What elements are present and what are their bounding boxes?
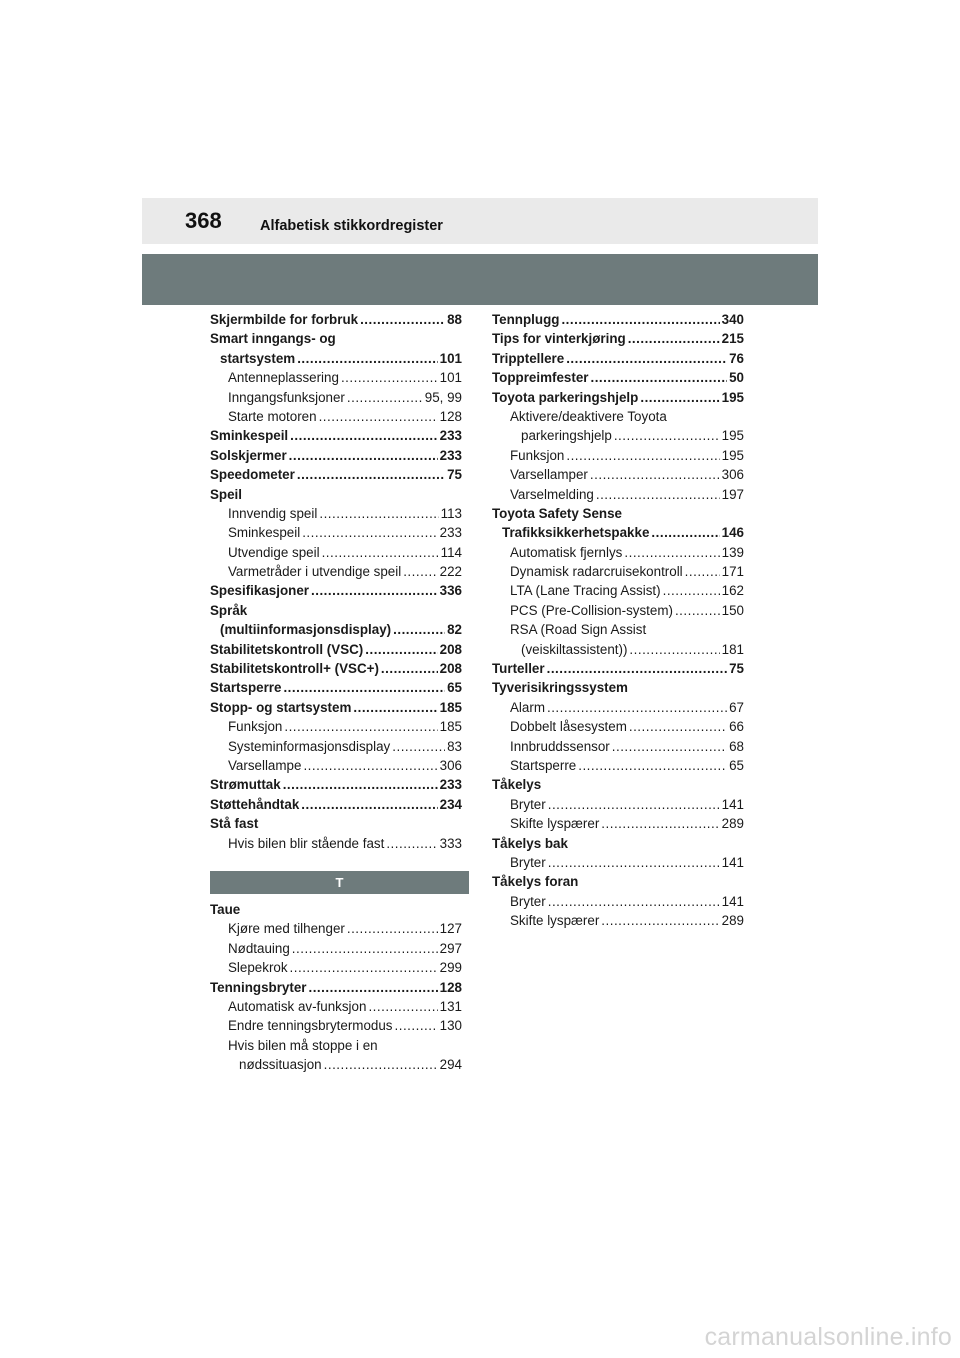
index-entry-page: 113 [440,505,462,521]
index-entry-page: 68 [729,738,744,754]
dot-leader [292,939,438,958]
index-entry [492,543,744,562]
index-entry [210,997,462,1016]
index-entry [492,698,744,717]
index-entry-page: 195 [721,428,744,444]
index-entry-page: 171 [721,564,744,580]
index-entry [210,659,462,678]
index-entry [210,939,462,958]
index-entry [492,834,744,853]
index-entry-label: Spesifikasjoner [210,583,309,599]
index-entry-label: RSA (Road Sign Assist [510,622,647,638]
index-entry-page: 141 [721,796,744,812]
dot-leader [675,601,720,620]
dot-leader [290,958,438,977]
dot-leader [548,795,720,814]
index-entry-page: 233 [439,777,462,793]
index-entry-page: 195 [721,389,744,405]
index-entry [210,349,462,368]
index-entry-label: Varsellampe [228,757,302,773]
dot-leader [640,388,719,407]
index-entry-label: Endre tenningsbrytermodus [228,1018,393,1034]
index-entry-page: 306 [721,467,744,483]
dot-leader [561,310,719,329]
dot-leader [302,523,437,542]
index-entry [210,919,462,938]
index-entry [210,717,462,736]
dot-leader [319,504,438,523]
index-entry-label: Tenningsbryter [210,979,307,995]
dot-leader [685,562,720,581]
dot-leader [289,446,438,465]
index-entry-page: 299 [439,960,462,976]
index-entry [210,756,462,775]
index-entry-page: 333 [439,835,462,851]
dot-leader [663,581,720,600]
index-entry [210,698,462,717]
index-entry [210,678,462,697]
index-entry [492,872,744,891]
index-entry-label: Speil [210,486,242,502]
index-entry-page: 195 [721,447,744,463]
index-entry-label: Varsellamper [510,467,588,483]
index-entry [210,407,462,426]
index-entry-page: 83 [447,738,462,754]
index-entry [210,620,462,639]
index-entry-label: Startsperre [510,757,577,773]
index-entry-label: Bryter [510,893,546,909]
index-entry [492,407,744,426]
index-entry-label: Varmetråder i utvendige speil [228,564,402,580]
index-entry [210,978,462,997]
index-entry-label: Funksjon [228,719,283,735]
index-entry-label: Hvis bilen må stoppe i en [228,1037,378,1053]
index-entry [492,523,744,542]
index-entry-page: 162 [721,583,744,599]
index-entry-page: 233 [439,447,462,463]
index-entry [492,775,744,794]
dot-leader [368,997,437,1016]
index-entry [210,465,462,484]
index-entry-label: Tripptellere [492,350,565,366]
dot-leader [322,543,439,562]
index-entry [492,504,744,523]
index-entry-label: Systeminformasjonsdisplay [228,738,391,754]
index-entry-label: Tyverisikringssystem [492,680,628,696]
dot-leader [590,368,727,387]
dot-leader [353,698,437,717]
index-entry [492,601,744,620]
index-entry-page: 75 [447,467,462,483]
dot-leader [360,310,445,329]
index-entry-page: 185 [439,719,462,735]
dot-leader [590,465,720,484]
index-column-right [492,310,744,931]
index-entry-label: Stabilitetskontroll (VSC) [210,641,364,657]
dot-leader [303,756,437,775]
index-entry-page: 234 [439,796,462,812]
index-entry [492,853,744,872]
letter-divider-t: T [210,871,469,894]
index-entry [492,640,744,659]
index-entry-label: Solskjermer [210,447,287,463]
index-entry-label: Automatisk av-funksjon [228,998,367,1014]
index-entry [210,834,462,853]
index-entry-label: Utvendige speil [228,544,320,560]
index-entry-label: Stabilitetskontroll+ (VSC+) [210,661,379,677]
index-entry-label: Stå fast [210,816,259,832]
index-entry-label: Funksjon [510,447,565,463]
index-entry-label: Starte motoren [228,408,317,424]
index-entry [210,329,462,348]
index-entry-label: Inngangsfunksjoner [228,389,345,405]
index-entry [210,1036,462,1055]
index-entry-label: PCS (Pre-Collision-system) [510,602,673,618]
index-entry-page: 65 [729,757,744,773]
dot-leader [614,426,720,445]
index-entry-page: 336 [439,583,462,599]
index-entry-page: 95, 99 [424,389,462,405]
index-entry-page: 88 [447,312,462,327]
dot-leader [381,659,438,678]
index-entry [210,814,462,833]
index-entry-page: 208 [439,641,462,657]
dot-leader [547,698,727,717]
index-entry [210,1016,462,1035]
index-entry-label: Toyota Safety Sense [492,505,622,521]
header-bar [142,198,818,244]
watermark: carmanualsonline.info [704,1323,952,1351]
page-number: 368 [185,208,222,233]
dot-leader [578,756,727,775]
index-entry [492,717,744,736]
index-entry [210,543,462,562]
index-entry [210,426,462,445]
index-entry-label: Toyota parkeringshjelp [492,389,639,405]
index-entry-page: 215 [721,331,744,347]
index-entry-label: Bryter [510,796,546,812]
index-entry-label: Støttehåndtak [210,796,300,812]
index-entry-page: 66 [729,719,744,735]
index-entry-label: Dynamisk radarcruisekontroll [510,564,683,580]
index-entry [210,388,462,407]
index-entry [492,659,744,678]
index-entry [492,678,744,697]
index-entry [492,368,744,387]
index-entry-page: 222 [439,564,462,580]
index-entry-page: 185 [439,699,462,715]
index-entry [210,562,462,581]
index-entry [492,465,744,484]
index-entry-label: Toppreimfester [492,370,589,386]
index-entry-label: Sminkespeil [228,525,301,541]
dot-leader [548,892,720,911]
section-title: Alfabetisk stikkordregister [260,218,443,234]
index-entry-label: Tåkelys bak [492,835,568,851]
index-entry-page: 128 [439,979,462,995]
index-entry-page: 208 [439,661,462,677]
index-entry-label: Slepekrok [228,960,288,976]
dot-leader [365,640,437,659]
index-entry-label: nødssituasjon [239,1057,322,1073]
dot-leader [297,465,445,484]
index-entry-page: 101 [439,350,462,366]
index-entry-label: Turteller [492,661,545,677]
index-entry [210,1055,462,1074]
index-entry [492,485,744,504]
index-entry-page: 146 [721,525,744,541]
dot-leader [290,426,438,445]
index-entry-page: 65 [447,680,462,696]
dot-leader [601,911,719,930]
index-entry-page: 233 [439,525,462,541]
dot-leader [347,388,423,407]
index-entry [492,581,744,600]
dot-leader [283,775,438,794]
dot-leader [301,795,437,814]
index-entry-label: Trafikksikkerhetspakke [502,525,650,541]
index-entry [210,900,462,919]
dot-leader [347,919,438,938]
index-entry-page: 141 [721,893,744,909]
dot-leader [284,717,437,736]
index-entry-page: 75 [729,661,744,677]
index-entry-page: 289 [721,816,744,832]
index-entry-label: Speedometer [210,467,295,483]
index-entry [492,756,744,775]
index-entry [210,775,462,794]
index-entry-page: 306 [439,757,462,773]
index-entry-label: Dobbelt låsesystem [510,719,627,735]
index-entry [492,620,744,639]
index-entry-page: 289 [721,913,744,929]
index-column-left [210,310,462,853]
index-entry-label: Alarm [510,699,545,715]
index-entry-label: Strømuttak [210,777,281,793]
index-entry [492,892,744,911]
index-entry-label: (multiinformasjonsdisplay) [220,622,392,638]
index-entry-page: 297 [439,940,462,956]
index-entry-page: 197 [721,486,744,502]
index-entry-label: Hvis bilen blir stående fast [228,835,385,851]
index-entry-page: 82 [447,622,462,638]
dot-leader [392,737,445,756]
index-entry [492,426,744,445]
index-entry-label: (veiskiltassistent)) [521,641,628,657]
dot-leader [651,523,719,542]
dot-leader [311,581,438,600]
index-entry [492,310,744,329]
index-entry-page: 101 [439,370,462,386]
index-entry-label: Automatisk fjernlys [510,544,623,560]
dot-leader [596,485,720,504]
index-entry-label: Tåkelys foran [492,874,579,890]
index-entry-page: 294 [439,1057,462,1073]
index-entry-label: Startsperre [210,680,282,696]
index-entry-label: Varselmelding [510,486,594,502]
dot-leader [629,717,727,736]
index-entry-label: Taue [210,902,241,917]
index-entry-page: 128 [439,408,462,424]
dot-leader [386,834,437,853]
dot-leader [297,349,437,368]
dot-leader [601,814,719,833]
index-entry [210,795,462,814]
index-entry [210,737,462,756]
index-entry-label: LTA (Lane Tracing Assist) [510,583,661,599]
index-entry-page: 150 [721,602,744,618]
index-entry-label: Stopp- og startsystem [210,699,352,715]
dot-leader [624,543,719,562]
index-entry-label: parkeringshjelp [521,428,612,444]
index-entry-label: Nødtauing [228,940,290,956]
index-entry-page: 139 [721,544,744,560]
index-entry-page: 127 [439,921,462,937]
index-entry-label: Språk [210,602,248,618]
index-entry [492,795,744,814]
index-entry [210,446,462,465]
index-entry-label: Skjermbilde for forbruk [210,312,359,327]
index-entry-page: 141 [721,854,744,870]
index-entry-page: 181 [721,641,744,657]
index-entry [210,368,462,387]
dot-leader [308,978,437,997]
index-entry-page: 76 [729,350,744,366]
dot-leader [341,368,438,387]
index-entry-label: Tåkelys [492,777,542,793]
index-entry [492,329,744,348]
index-entry-label: Smart inngangs- og [210,331,336,347]
index-entry [210,640,462,659]
dot-leader [548,853,720,872]
dot-leader [324,1055,438,1074]
index-entry-page: 130 [439,1018,462,1034]
index-entry [492,814,744,833]
index-entry-label: Aktivere/deaktivere Toyota [510,408,667,424]
index-entry [492,737,744,756]
dot-leader [629,640,719,659]
index-entry-page: 233 [439,428,462,444]
index-entry-page: 114 [440,544,462,560]
dot-leader [403,562,437,581]
index-entry-label: Innbruddssensor [510,738,610,754]
index-entry [210,504,462,523]
dot-leader [628,329,720,348]
index-entry-label: Skifte lyspærer [510,913,600,929]
dot-leader [566,349,727,368]
index-entry-label: Innvendig speil [228,505,318,521]
index-entry-page: 50 [729,370,744,386]
index-entry-label: Skifte lyspærer [510,816,600,832]
index-entry [210,310,462,329]
index-entry [492,349,744,368]
dot-leader [566,446,719,465]
index-entry [210,581,462,600]
index-entry [492,562,744,581]
index-entry [210,485,462,504]
index-entry [210,958,462,977]
dot-leader [393,620,445,639]
dot-leader [395,1016,438,1035]
dot-leader [319,407,438,426]
index-entry-page: 67 [729,699,744,715]
index-entry [492,446,744,465]
index-entry [492,911,744,930]
index-entry-label: Tennplugg [492,312,560,327]
dot-leader [283,678,445,697]
index-entry [210,523,462,542]
index-entry-label: Tips for vinterkjøring [492,331,626,347]
index-entry [492,388,744,407]
index-entry [210,601,462,620]
header-band [142,254,818,305]
index-entry-label: Kjøre med tilhenger [228,921,345,937]
index-entry-label: startsystem [220,350,296,366]
dot-leader [612,737,727,756]
dot-leader [547,659,728,678]
index-entry-label: Bryter [510,854,546,870]
index-entry-page: 340 [721,312,744,327]
index-entry-label: Sminkespeil [210,428,289,444]
index-entry-label: Antenneplassering [228,370,339,386]
index-entry-page: 131 [439,998,462,1014]
index-column-left-t [210,900,462,1075]
